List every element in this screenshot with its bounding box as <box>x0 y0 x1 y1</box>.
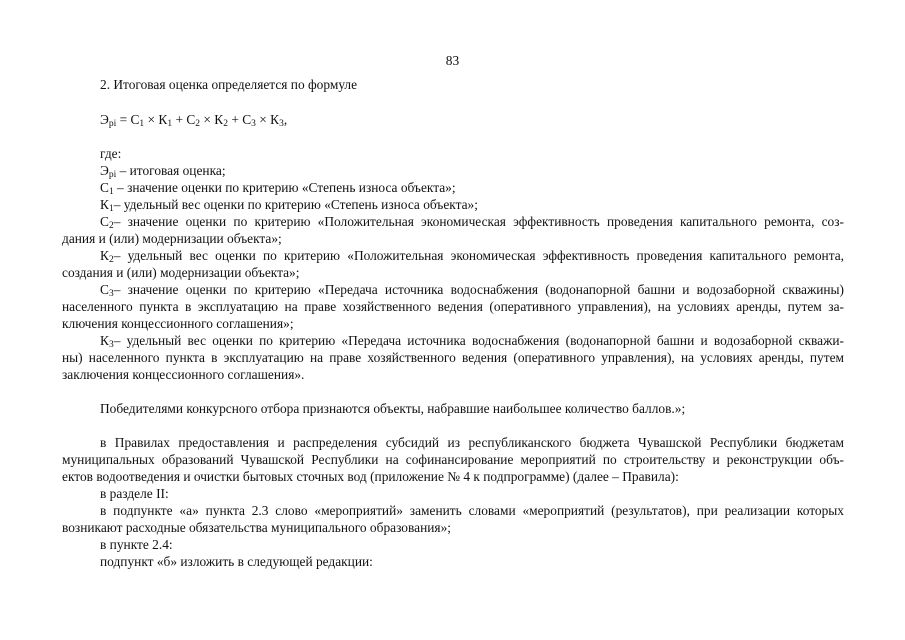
subpoint-a-line2: возникают расходные обязательства муниципального образования»; <box>62 520 451 535</box>
def-e-sub: рi <box>108 170 117 180</box>
definition-e <box>100 162 226 179</box>
formula-eq: = С <box>116 112 140 127</box>
formula-c2-sub: 2 <box>195 119 201 129</box>
subpoint-b: подпункт «б» изложить в следующей редакции: <box>100 554 373 569</box>
winners-paragraph: Победителями конкурсного отбора признаются объекты, набравшие наибольшее количество баллов.»; <box>100 401 686 416</box>
rules-line2: муниципальных образований Чувашской Республики на софинансирование мероприятий по строительству и реконструкции объ- <box>62 452 844 467</box>
where-label: где: <box>100 146 122 161</box>
subpoint-a-line1: в подпункте «а» пункта 2.3 слово «мероприятий» заменить словами «мероприятий (результатов), при реализации которых <box>100 503 844 518</box>
def-k2-sub: 2 <box>108 255 114 265</box>
def-k2-text: – удельный вес оценки по критерию «Положительная экономическая эффективность проведения капитального ремонта, <box>113 248 844 263</box>
formula-t1-mid: × К <box>144 112 168 127</box>
page-number: 83 <box>445 53 460 68</box>
def-c3-text: – значение оценки по критерию «Передача источника водоснабжения (водонапорной башни и водозаборной скважины) <box>113 282 844 297</box>
formula-heading: 2. Итоговая оценка определяется по формуле <box>100 77 358 92</box>
def-e-text: – итоговая оценка; <box>116 163 226 178</box>
formula-t3-mid: × К <box>255 112 280 127</box>
definition-k2-line2: создания и (или) модернизации объекта»; <box>62 265 300 280</box>
def-k3-symbol: К <box>100 333 109 348</box>
def-c3-sub: 3 <box>108 289 114 299</box>
formula-t3-pre: + С <box>227 112 252 127</box>
def-k1-symbol: К <box>100 197 109 212</box>
formula-tail: , <box>283 112 288 127</box>
definition-k3-line2: ны) населенного пункта в эксплуатацию на праве хозяйственного ведения (оперативного управления), на условиях аренды, путем <box>62 350 844 365</box>
rules-line3: ектов водоотведения и очистки бытовых сточных вод (приложение № 4 к подпрограмме) (далее – Правила): <box>62 469 679 484</box>
definition-k3-line1 <box>100 332 844 349</box>
formula-lhs: Э <box>100 112 109 127</box>
formula-c1-sub: 1 <box>139 119 145 129</box>
definition-c1 <box>100 179 456 196</box>
formula-c3-sub: 3 <box>251 119 256 129</box>
definition-c3-line3: ключения концессионного соглашения»; <box>62 316 294 331</box>
definition-k2-line1 <box>100 247 844 264</box>
def-k1-sub: 1 <box>108 204 114 214</box>
formula-t2-mid: × К <box>200 112 224 127</box>
definition-c2-line2: дания и (или) модернизации объекта»; <box>62 231 282 246</box>
formula-k1-sub: 1 <box>167 119 173 129</box>
point-2-4: в пункте 2.4: <box>100 537 173 552</box>
section-ii: в разделе II: <box>100 486 169 501</box>
def-c3-symbol: С <box>100 282 109 297</box>
def-c1-text: – значение оценки по критерию «Степень износа объекта»; <box>113 180 456 195</box>
def-k3-text: – удельный вес оценки по критерию «Передача источника водоснабжения (водонапорной башни и водозаборной скважи- <box>113 333 844 348</box>
def-c1-symbol: С <box>100 180 109 195</box>
definition-c3-line2: населенного пункта в эксплуатацию на праве хозяйственного ведения (оперативного управления), на условиях аренды, путем за- <box>62 299 844 314</box>
formula-t2-pre: + С <box>172 112 196 127</box>
def-k2-symbol: К <box>100 248 109 263</box>
definition-c3-line1 <box>100 281 844 298</box>
def-c2-symbol: С <box>100 214 109 229</box>
def-c2-sub: 2 <box>108 221 114 231</box>
formula-k3-sub: 3 <box>279 119 284 129</box>
definition-k1 <box>100 196 478 213</box>
formula-k2-sub: 2 <box>223 119 228 129</box>
def-c2-text: – значение оценки по критерию «Положительная экономическая эффективность проведения капитального ремонта, соз- <box>113 214 844 229</box>
formula-lhs-sub: рi <box>108 119 117 129</box>
rules-line1: в Правилах предоставления и распределения субсидий из республиканского бюджета Чувашской Республики бюджетам <box>100 435 844 450</box>
definition-c2-line1 <box>100 213 844 230</box>
def-k1-text: – удельный вес оценки по критерию «Степень износа объекта»; <box>113 197 478 212</box>
def-k3-sub: 3 <box>108 340 114 350</box>
def-e-symbol: Э <box>100 163 109 178</box>
definition-k3-line3: заключения концессионного соглашения». <box>62 367 305 382</box>
formula <box>100 111 287 128</box>
def-c1-sub: 1 <box>108 187 114 197</box>
